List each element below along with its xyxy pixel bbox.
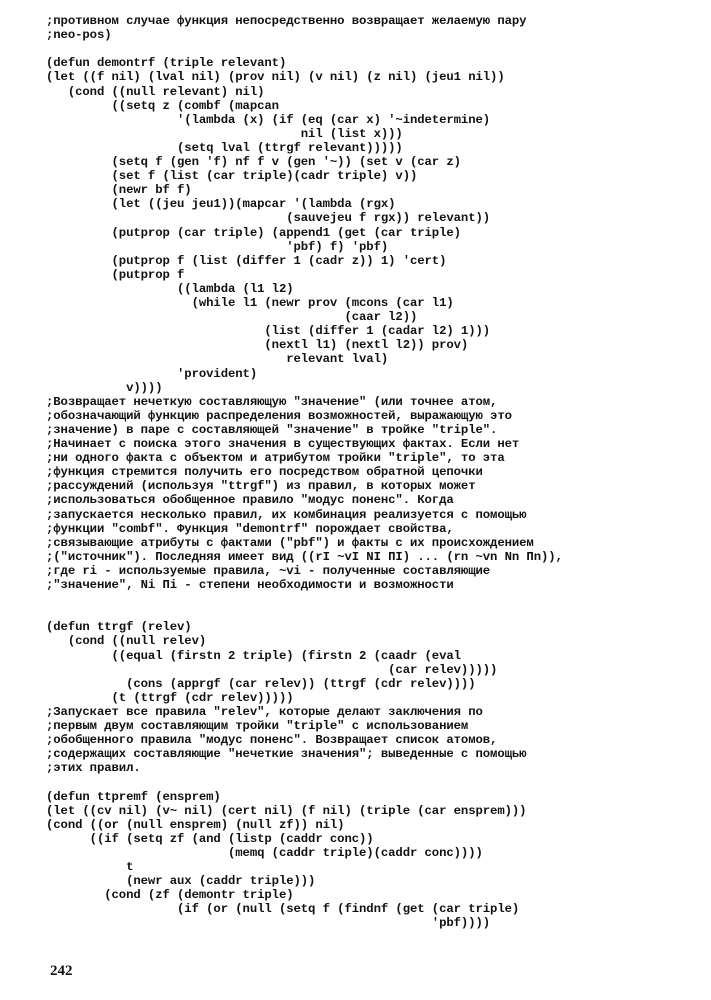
page-number: 242 (50, 963, 73, 979)
text-line: (setq lval (ttrgf relevant))))) (46, 140, 403, 155)
text-line: (putprop f (46, 267, 185, 282)
text-line: (nextl l1) (nextl l2)) prov) (46, 338, 469, 353)
text-line: ;Начинает с поиска этого значения в существующих фактах. Если нет (46, 437, 520, 451)
text-line: (cons (apprgf (car relev)) (ttrgf (cdr relev)))) (46, 676, 476, 691)
text-line: relevant lval) (46, 352, 389, 367)
text-line: ;запускается несколько правил, их комбинация реализуется с помощью (46, 507, 527, 522)
text-line: ;где ri - используемые правила, ~vi - полученные составляющие (46, 563, 491, 578)
text-line: (newr bf f) (46, 183, 192, 198)
text-line: ;использоваться обобщенное правило "модус поненс". Когда (46, 493, 454, 508)
text-line: 'pbf)))) (46, 916, 491, 931)
text-line: (cond ((null relevant) nil) (46, 84, 265, 99)
text-line: 'pbf) f) 'pbf) (46, 239, 389, 254)
text-line: (list (differ 1 (cadar l2) 1))) (46, 324, 491, 339)
text-line: (caar l2)) (46, 310, 418, 325)
text-line: (while l1 (newr prov (mcons (car l1) (46, 296, 454, 310)
text-line: nil (list x))) (46, 126, 403, 141)
text-line: (t (ttrgf (cdr relev))))) (46, 690, 294, 705)
text-line: ;первым двум составляющим тройки "triple" с использованием (46, 719, 469, 733)
text-line: ;обобщенного правила "модус поненс". Возвращает список атомов, (46, 733, 498, 748)
text-line: (memq (caddr triple)(caddr conc)))) (46, 845, 483, 860)
text-line: ;ни одного факта с объектом и атрибутом тройки "triple", то эта (46, 451, 505, 466)
text-line: ;функция стремится получить его посредством обратной цепочки (46, 465, 483, 480)
text-line: ;этих правил. (46, 761, 141, 776)
text-line: (defun ttpremf (ensprem) (46, 789, 221, 804)
text-line: ;значение) в паре с составляющей "значение" в тройке "triple". (46, 422, 498, 437)
text-line: '(lambda (x) (if (eq (car x) '~indetermine) (46, 112, 491, 127)
text-line: ((setq z (combf (mapcan (46, 98, 279, 113)
text-line: (defun ttrgf (relev) (46, 620, 192, 635)
text-line: ;противном случае функция непосредственно возвращает желаемую пару (46, 14, 527, 28)
text-line: (setq f (gen 'f) nf f v (gen '~)) (set v (car z) (46, 155, 461, 169)
text-line: (car relev))))) (46, 662, 498, 677)
text-line: (cond ((null relev) (46, 634, 207, 649)
text-line: (set f (list (car triple)(cadr triple) v)) (46, 169, 418, 184)
text-line: (putprop (car triple) (append1 (get (car triple) (46, 225, 461, 240)
text-line: ;функции "combf". Функция "demontrf" порождает свойства, (46, 521, 454, 536)
text-line: ;Возвращает нечеткую составляющую "значение" (или точнее атом, (46, 394, 498, 409)
text-line: (cond (zf (demontr triple) (46, 888, 294, 903)
text-line: ((equal (firstn 2 triple) (firstn 2 (caadr (eval (46, 648, 461, 663)
text-line: (cond ((or (null ensprem) (null zf)) nil) (46, 817, 345, 832)
text-line: ;("источник"). Последняя имеет вид ((rI ~vI NI ПI) ... (rn ~vn Nn Пn)), (46, 549, 563, 564)
text-line: 'provident) (46, 366, 258, 381)
text-line: t (46, 860, 134, 874)
text-line: ;обозначающий функцию распределения возможностей, выражающую это (46, 408, 512, 423)
text-line: (let ((cv nil) (v~ nil) (cert nil) (f nil) (triple (car ensprem))) (46, 803, 527, 818)
text-line: ((if (setq zf (and (listp (caddr conc)) (46, 831, 374, 846)
text-line: ;содержащих составляющие "нечеткие значения"; выведенные с помощью (46, 747, 527, 762)
text-line: (let ((f nil) (lval nil) (prov nil) (v nil) (z nil) (jeu1 nil)) (46, 70, 505, 85)
text-line: ;neo-pos) (46, 28, 112, 43)
text-line: (sauvejeu f rgx)) relevant)) (46, 211, 491, 226)
text-line: ;"значение", Ni Пi - степени необходимости и возможности (46, 578, 454, 592)
text-line: (putprop f (list (differ 1 (cadr z)) 1) 'cert) (46, 253, 447, 268)
text-line: (if (or (null (setq f (findnf (get (car triple) (46, 902, 520, 917)
text-line: v)))) (46, 380, 163, 395)
text-line: ;связывающие атрибуты с фактами ("pbf") и факты с их происхождением (46, 535, 534, 550)
text-line: ;рассуждений (используя "ttrgf") из правил, в которых может (46, 479, 476, 494)
text-line: ;Запускает все правила "relev", которые делают заключения по (46, 704, 483, 719)
text-line: (newr aux (caddr triple))) (46, 874, 316, 889)
text-line: (let ((jeu jeu1))(mapcar '(lambda (rgx) (46, 197, 396, 212)
text-line: (defun demontrf (triple relevant) (46, 56, 287, 71)
text-line: ((lambda (l1 l2) (46, 281, 294, 296)
